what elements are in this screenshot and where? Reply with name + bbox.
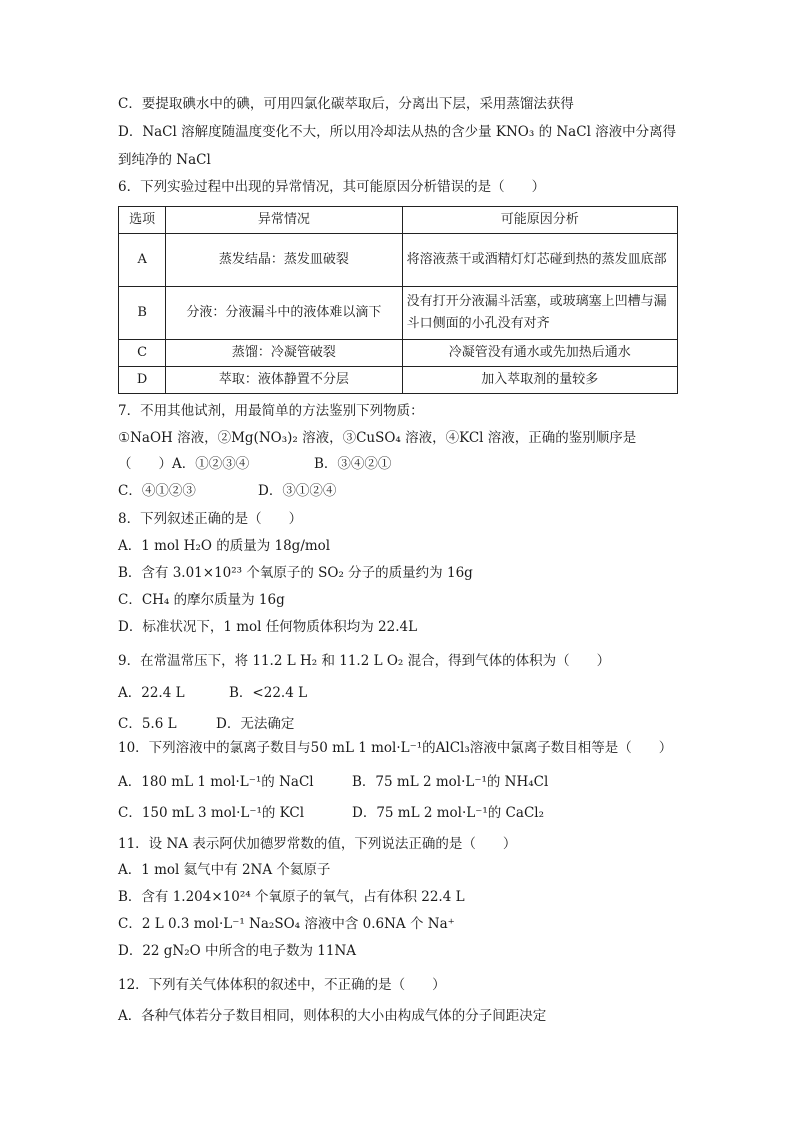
q8-option-d: D．标准状况下，1 mol 任何物质体积均为 22.4L (118, 619, 418, 635)
q11-option-c: C．2 L 0.3 mol·L⁻¹ Na₂SO₄ 溶液中含 0.6NA 个 Na⁺ (118, 916, 455, 932)
q10-option-d: D．75 mL 2 mol·L⁻¹的 CaCl₂ (352, 805, 544, 821)
q7-option-c: C．④①②③ (118, 483, 196, 499)
q12-option-a: A．各种气体若分子数目相同，则体积的大小由构成气体的分子间距决定 (118, 1008, 547, 1024)
q10-option-a: A．180 mL 1 mol·L⁻¹的 NaCl (118, 774, 314, 790)
q7-substances: ①NaOH 溶液，②Mg(NO₃)₂ 溶液，③CuSO₄ 溶液，④KCl 溶液，正确的鉴别顺序是 (118, 430, 637, 446)
q9-option-d: D．无法确定 (216, 716, 295, 732)
q9-option-c: C．5.6 L (118, 716, 177, 732)
q6-stem: 6．下列实验过程中出现的异常情况，其可能原因分析错误的是（ ） (118, 179, 546, 195)
q6-row-option: A (119, 234, 166, 287)
q10-stem: 10．下列溶液中的氯离子数目与50 mL 1 mol·L⁻¹的AlCl₃溶液中氯离子数目相等是（ ） (118, 740, 673, 756)
q9-option-a: A．22.4 L (118, 685, 185, 701)
q6-header-reason: 可能原因分析 (402, 207, 677, 234)
q11-option-a: A．1 mol 氦气中有 2NA 个氦原子 (118, 862, 331, 878)
q9-stem: 9．在常温常压下，将 11.2 L H₂ 和 11.2 L O₂ 混合，得到气体的体积为（ ） (118, 653, 611, 669)
q11-option-b: B．含有 1.204×10²⁴ 个氧原子的氧气，占有体积 22.4 L (118, 889, 465, 905)
q6-row-reason: 加入萃取剂的量较多 (402, 367, 677, 394)
q6-table (118, 206, 678, 394)
q9-option-b: B．<22.4 L (229, 685, 308, 701)
q12-stem: 12．下列有关气体体积的叙述中，不正确的是（ ） (118, 977, 446, 993)
q8-stem: 8．下列叙述正确的是（ ） (118, 511, 303, 527)
q6-header-issue: 异常情况 (166, 207, 402, 234)
q10-option-c: C．150 mL 3 mol·L⁻¹的 KCl (118, 805, 305, 821)
q6-row-option: D (119, 367, 166, 394)
q6-header-option: 选项 (119, 207, 166, 234)
q7-option-b: B．③④②① (314, 456, 392, 472)
q6-row-issue: 分液：分液漏斗中的液体难以滴下 (166, 287, 402, 340)
table-row (119, 367, 678, 394)
q6-row-reason: 将溶液蒸干或酒精灯灯芯碰到热的蒸发皿底部 (402, 234, 677, 287)
q5-option-c: C．要提取碘水中的碘，可用四氯化碳萃取后，分离出下层，采用蒸馏法获得 (118, 96, 574, 112)
q6-row-option: B (119, 287, 166, 340)
q6-row-reason: 冷凝管没有通水或先加热后通水 (402, 340, 677, 367)
q11-option-d: D．22 gN₂O 中所含的电子数为 11NA (118, 943, 357, 959)
q6-row-option: C (119, 340, 166, 367)
q5-option-d-line1: D．NaCl 溶解度随温度变化不大，所以用冷却法从热的含少量 KNO₃ 的 NaCl 溶液中分离得 (118, 124, 677, 140)
table-row (119, 340, 678, 367)
q8-option-a: A．1 mol H₂O 的质量为 18g/mol (118, 538, 331, 554)
q6-row-issue: 萃取：液体静置不分层 (166, 367, 402, 394)
q10-option-b: B．75 mL 2 mol·L⁻¹的 NH₄Cl (352, 774, 549, 790)
q6-row-reason: 没有打开分液漏斗活塞，或玻璃塞上凹槽与漏斗口侧面的小孔没有对齐 (402, 287, 677, 340)
q11-stem: 11．设 NA 表示阿伏加德罗常数的值，下列说法正确的是（ ） (118, 836, 517, 852)
table-row (119, 287, 678, 340)
q6-row-issue: 蒸发结晶：蒸发皿破裂 (166, 234, 402, 287)
q6-row-issue: 蒸馏：冷凝管破裂 (166, 340, 402, 367)
q7-option-d: D．③①②④ (258, 483, 337, 499)
q8-option-b: B．含有 3.01×10²³ 个氧原子的 SO₂ 分子的质量约为 16g (118, 565, 473, 581)
q6-table-header (119, 207, 678, 234)
q7-option-a: （ ）A．①②③④ (118, 456, 250, 472)
q5-option-d-line2: 到纯净的 NaCl (118, 152, 211, 168)
q7-stem: 7．不用其他试剂，用最简单的方法鉴别下列物质： (118, 403, 424, 419)
table-row (119, 234, 678, 287)
q8-option-c: C．CH₄ 的摩尔质量为 16g (118, 592, 285, 608)
